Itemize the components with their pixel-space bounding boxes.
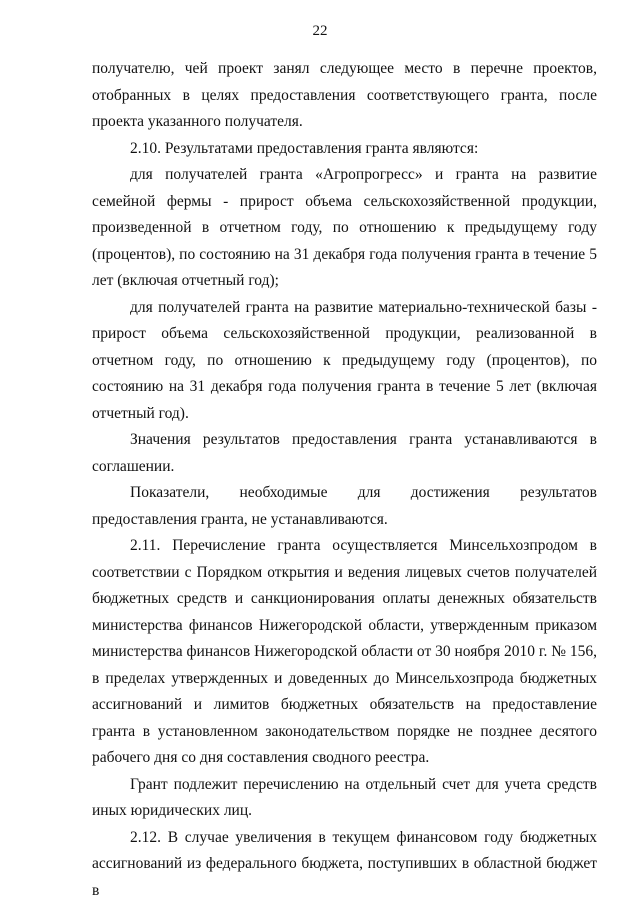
paragraph-material-base-result: для получателей гранта на развитие материально-технической базы - прирост объема сельскохозяйственной продукции, реализованной в отчетном году, по отношению к предыдущему году (процентов), по состоянию на 31 декабря года получения гранта в течение 5 лет (включая отчетный год). (92, 298, 597, 422)
page-number: 22 (312, 23, 328, 39)
paragraph-2-12-increase: 2.12. В случае увеличения в текущем финансовом году бюджетных ассигнований из федерального бюджета, поступивших в областной бюджет в (92, 828, 597, 899)
paragraph-continuation: получателю, чей проект занял следующее место в перечне проектов, отобранных в целях предоставления соответствующего гранта, после проекта указанного получателя. (92, 60, 597, 130)
paragraph-result-values: Значения результатов предоставления гранта устанавливаются в соглашении. (92, 431, 597, 475)
paragraph-2-10-heading: 2.10. Результатами предоставления гранта являются: (130, 139, 479, 157)
paragraph-agroprogress-result: для получателей гранта «Агропрогресс» и гранта на развитие семейной фермы - прирост объема сельскохозяйственной продукции, произведенной в отчетном году, по отношению к предыдущему году (процентов), по состоянию на 31 декабря года получения гранта в течение 5 лет (включая отчетный год); (92, 166, 597, 289)
paragraph-2-11-transfer: 2.11. Перечисление гранта осуществляется Минсельхозпродом в соответствии с Порядком открытия и ведения лицевых счетов получателей бюджетных средств и санкционирования оплаты денежных обязательств министерства финансов Нижегородской области, утвержденным приказом министерства финансов Нижегородской области от 30 ноября 2010 г. № 156, в пределах утвержденных и доведенных до Минсельхозпрода бюджетных ассигнований и лимитов бюджетных обязательств на предоставление гранта в установленном законодательством порядке не позднее десятого рабочего дня со дня составления сводного реестра. (92, 537, 598, 766)
document-body (92, 56, 597, 904)
paragraph-indicators: Показатели, необходимые для достижения результатов предоставления гранта, не устанавливаются. (92, 484, 597, 528)
paragraph-grant-account: Грант подлежит перечислению на отдельный счет для учета средств иных юридических лиц. (92, 775, 597, 819)
